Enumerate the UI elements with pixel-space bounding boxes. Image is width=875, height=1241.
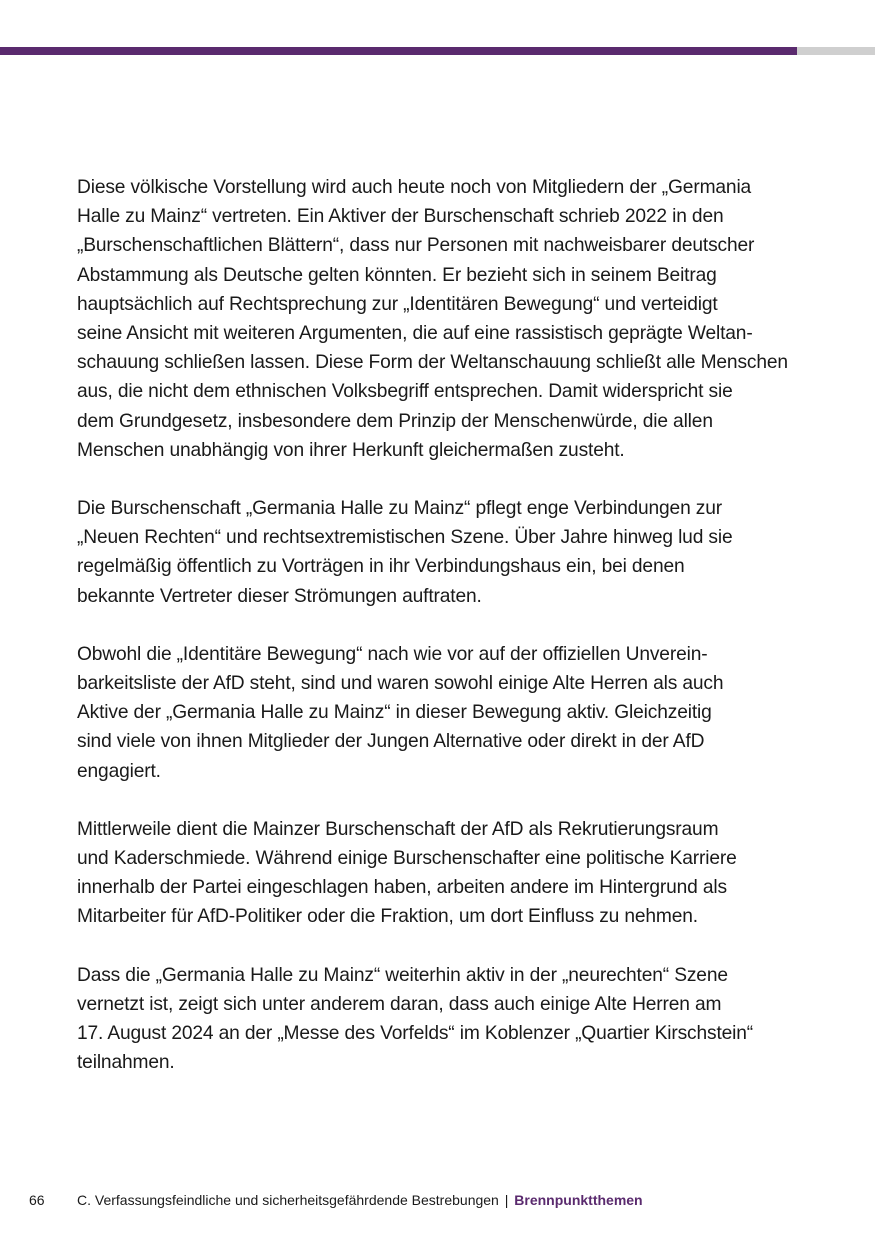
text-line: Mittlerweile dient die Mainzer Burschenschaft der AfD als Rekrutierungsraum xyxy=(77,818,719,840)
text-line: und Kaderschmiede. Während einige Burschenschafter eine politische Karriere xyxy=(77,848,737,870)
text-line: Dass die „Germania Halle zu Mainz“ weiterhin aktiv in der „neurechten“ Szene xyxy=(77,964,728,986)
text-line: 17. August 2024 an der „Messe des Vorfelds“ im Koblenzer „Quartier Kirschstein“ xyxy=(77,1023,754,1045)
text-line: Mitarbeiter für AfD-Politiker oder die Fraktion, um dort Einfluss zu nehmen. xyxy=(77,906,698,928)
text-line: teilnahmen. xyxy=(77,1052,175,1074)
header-rule-accent xyxy=(0,47,797,55)
running-footer xyxy=(77,1189,643,1211)
text-line: Die Burschenschaft „Germania Halle zu Mainz“ pflegt enge Verbindungen zur xyxy=(77,498,722,520)
header-rule xyxy=(0,47,875,55)
text-line: Menschen unabhängig von ihrer Herkunft gleichermaßen zusteht. xyxy=(77,439,625,461)
text-line: „Neuen Rechten“ und rechtsextremistischen Szene. Über Jahre hinweg lud sie xyxy=(77,527,733,549)
text-line: barkeitsliste der AfD steht, sind und waren sowohl einige Alte Herren als auch xyxy=(77,673,724,695)
text-line: dem Grundgesetz, insbesondere dem Prinzip der Menschenwürde, die allen xyxy=(77,410,713,432)
text-line: seine Ansicht mit weiteren Argumenten, die auf eine rassistisch geprägte Weltan- xyxy=(77,323,753,345)
text-line: Diese völkische Vorstellung wird auch heute noch von Mitgliedern der „Germania xyxy=(77,177,752,198)
text-line: aus, die nicht dem ethnischen Volksbegriff entsprechen. Damit widerspricht sie xyxy=(77,381,733,403)
text-line: Obwohl die „Identitäre Bewegung“ nach wie vor auf der offiziellen Unverein- xyxy=(77,643,708,665)
text-line: hauptsächlich auf Rechtsprechung zur „Identitären Bewegung“ und verteidigt xyxy=(77,293,718,315)
text-line: engagiert. xyxy=(77,760,161,782)
text-line: sind viele von ihnen Mitglieder der Jungen Alternative oder direkt in der AfD xyxy=(77,731,705,753)
paragraph-1 xyxy=(77,173,797,465)
header-rule-gray xyxy=(797,47,875,55)
text-line: Abstammung als Deutsche gelten könnten. Er bezieht sich in seinem Beitrag xyxy=(77,264,717,286)
paragraph-2 xyxy=(77,494,797,611)
paragraph-3 xyxy=(77,640,797,786)
page-footer xyxy=(0,1189,875,1211)
text-line: Halle zu Mainz“ vertreten. Ein Aktiver der Burschenschaft schrieb 2022 in den xyxy=(77,206,724,228)
text-line: vernetzt ist, zeigt sich unter anderem daran, dass auch einige Alte Herren am xyxy=(77,993,722,1015)
footer-separator: | xyxy=(504,1192,509,1208)
chapter-title: C. Verfassungsfeindliche und sicherheitsgefährdende Bestrebungen xyxy=(77,1192,499,1208)
article-body xyxy=(77,173,797,1106)
text-line: regelmäßig öffentlich zu Vorträgen in ihr Verbindungshaus ein, bei denen xyxy=(77,556,685,578)
paragraph-5 xyxy=(77,961,797,1078)
text-line: Aktive der „Germania Halle zu Mainz“ in dieser Bewegung aktiv. Gleichzeitig xyxy=(77,702,712,724)
text-line: „Burschenschaftlichen Blättern“, dass nur Personen mit nachweisbarer deutscher xyxy=(77,235,755,257)
paragraph-4 xyxy=(77,815,797,932)
page-number: 66 xyxy=(29,1192,45,1208)
text-line: innerhalb der Partei eingeschlagen haben, arbeiten andere im Hintergrund als xyxy=(77,877,727,899)
text-line: schauung schließen lassen. Diese Form der Weltanschauung schließt alle Menschen xyxy=(77,352,788,374)
text-line: bekannte Vertreter dieser Strömungen auftraten. xyxy=(77,585,482,607)
section-title: Brennpunktthemen xyxy=(514,1192,643,1208)
